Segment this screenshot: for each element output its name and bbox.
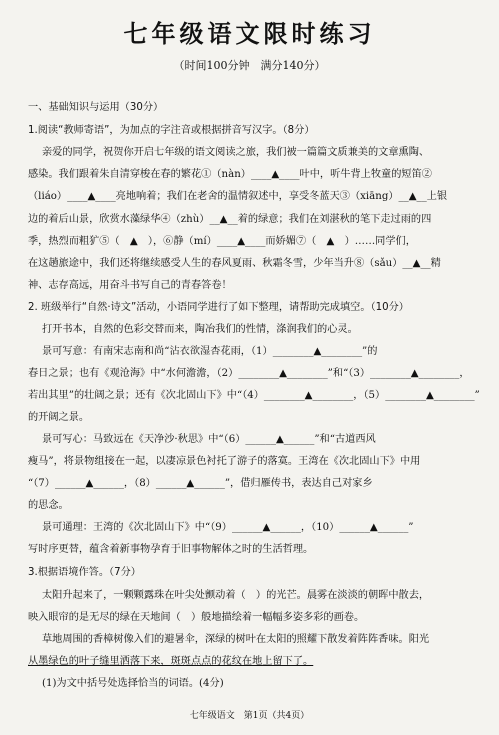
passage-line: 写时序更替，蕴含着新事物孕育于旧事物解体之时的生活哲理。 (28, 544, 314, 555)
passage-line: 景可通理：王湾的《次北固山下》中“（9）______▲______，（10）______▲______” (42, 522, 414, 533)
passage-line: 打开书本，自然的色彩交替而来，陶冶我们的性情，涤润我们的心灵。 (42, 324, 358, 335)
question-3-heading: 3.根据语境作答。（7分） (28, 567, 141, 578)
section-heading: 一、基础知识与运用（30分） (28, 102, 164, 113)
passage-line: 的思念。 (28, 500, 69, 511)
question-2-heading: 2. 班级举行“自然·诗文”活动，小语同学进行了如下整理，请帮助完成填空。（10分） (28, 302, 409, 313)
passage-line: 感染。我们跟着朱自清穿梭在春的繁花①（nàn）____▲____叶中，听牛背上牧童的短笛② (28, 169, 432, 180)
passage-line: 映入眼帘的是无尽的绿在天地间（ ）般地描绘着一幅幅多姿多彩的画卷。 (28, 612, 365, 623)
passage-line: 神、志存高远，用奋斗书写自己的青春答卷！ (28, 280, 232, 291)
passage-line: 在这趟旅途中，我们还将继续感受人生的春风夏雨、秋霜冬雪，少年当升⑧（sǎu）__▲__精 (28, 258, 441, 269)
passage-line: 的开阔之景。 (28, 412, 90, 423)
page-footer: 七年级语文 第1页（共4页） (189, 711, 310, 721)
passage-line: （liáo）____▲____亮地响着；我们在老舍的温情叙述中，享受冬蓝天③（xiāng）__▲__上银 (28, 191, 448, 202)
sub-question: (1)为文中括号处选择恰当的词语。(4分) (42, 678, 224, 689)
underlined-passage-line: 从墨绿色的叶子缝里洒落下来，斑斑点点的花纹在地上留下了。 (28, 656, 314, 667)
passage-line: 若出其里”的壮阔之景；还有《次北固山下》中“（4）________▲________，（5）________▲________” (28, 390, 480, 401)
passage-line: 草地周围的香樟树像入们的避暑伞，深绿的树叶在太阳的照耀下散发着阵阵香味。阳光 (42, 634, 430, 645)
passage-line: 太阳升起来了，一颗颗露珠在叶尖处颤动着（ ）的光芒。晨雾在淡淡的朝晖中散去， (42, 590, 430, 601)
page-title: 七年级语文限时练习 (123, 19, 376, 48)
passage-line: “（7）______▲______，（8）______▲______”，借归雁传书，表达自己对家乡 (28, 478, 373, 489)
passage-line: 景可写意：有南宋志南和尚“沾衣欲湿杏花雨，（1）________▲________”的 (42, 346, 378, 357)
passage-line: 季，热烈而粗犷⑤（ ▲ ），⑥静（mí）____▲____而娇媚⑦（ ▲ ）……同学们， (28, 236, 416, 247)
question-1-heading: 1.阅读“教师寄语”，为加点的字注音或根据拼音写汉字。（8分） (28, 125, 315, 136)
passage-line: 瘦马”，将景物组接在一起，以凄凉景色衬托了游子的落寞。王湾在《次北固山下》中用 (28, 456, 421, 467)
page-subtitle: （时间100分钟 满分140分） (173, 59, 326, 72)
passage-line: 春日之景；也有《观沧海》中“水何澹澹，（2）________▲________”和“（3）________▲________， (28, 368, 470, 379)
passage-line: 边的着后山景，欣赏水藻绿华④（zhù）__▲__着的绿意；我们在刘湛秋的笔下走过雨的四 (28, 214, 432, 225)
passage-line: 亲爱的同学，祝贺你开启七年级的语文阅读之旅，我们被一篇篇文质兼美的文章熏陶、 (42, 147, 430, 158)
passage-line: 景可写心：马致远在《天净沙·秋思》中“（6）______▲______”和“古道西风 (42, 434, 376, 445)
